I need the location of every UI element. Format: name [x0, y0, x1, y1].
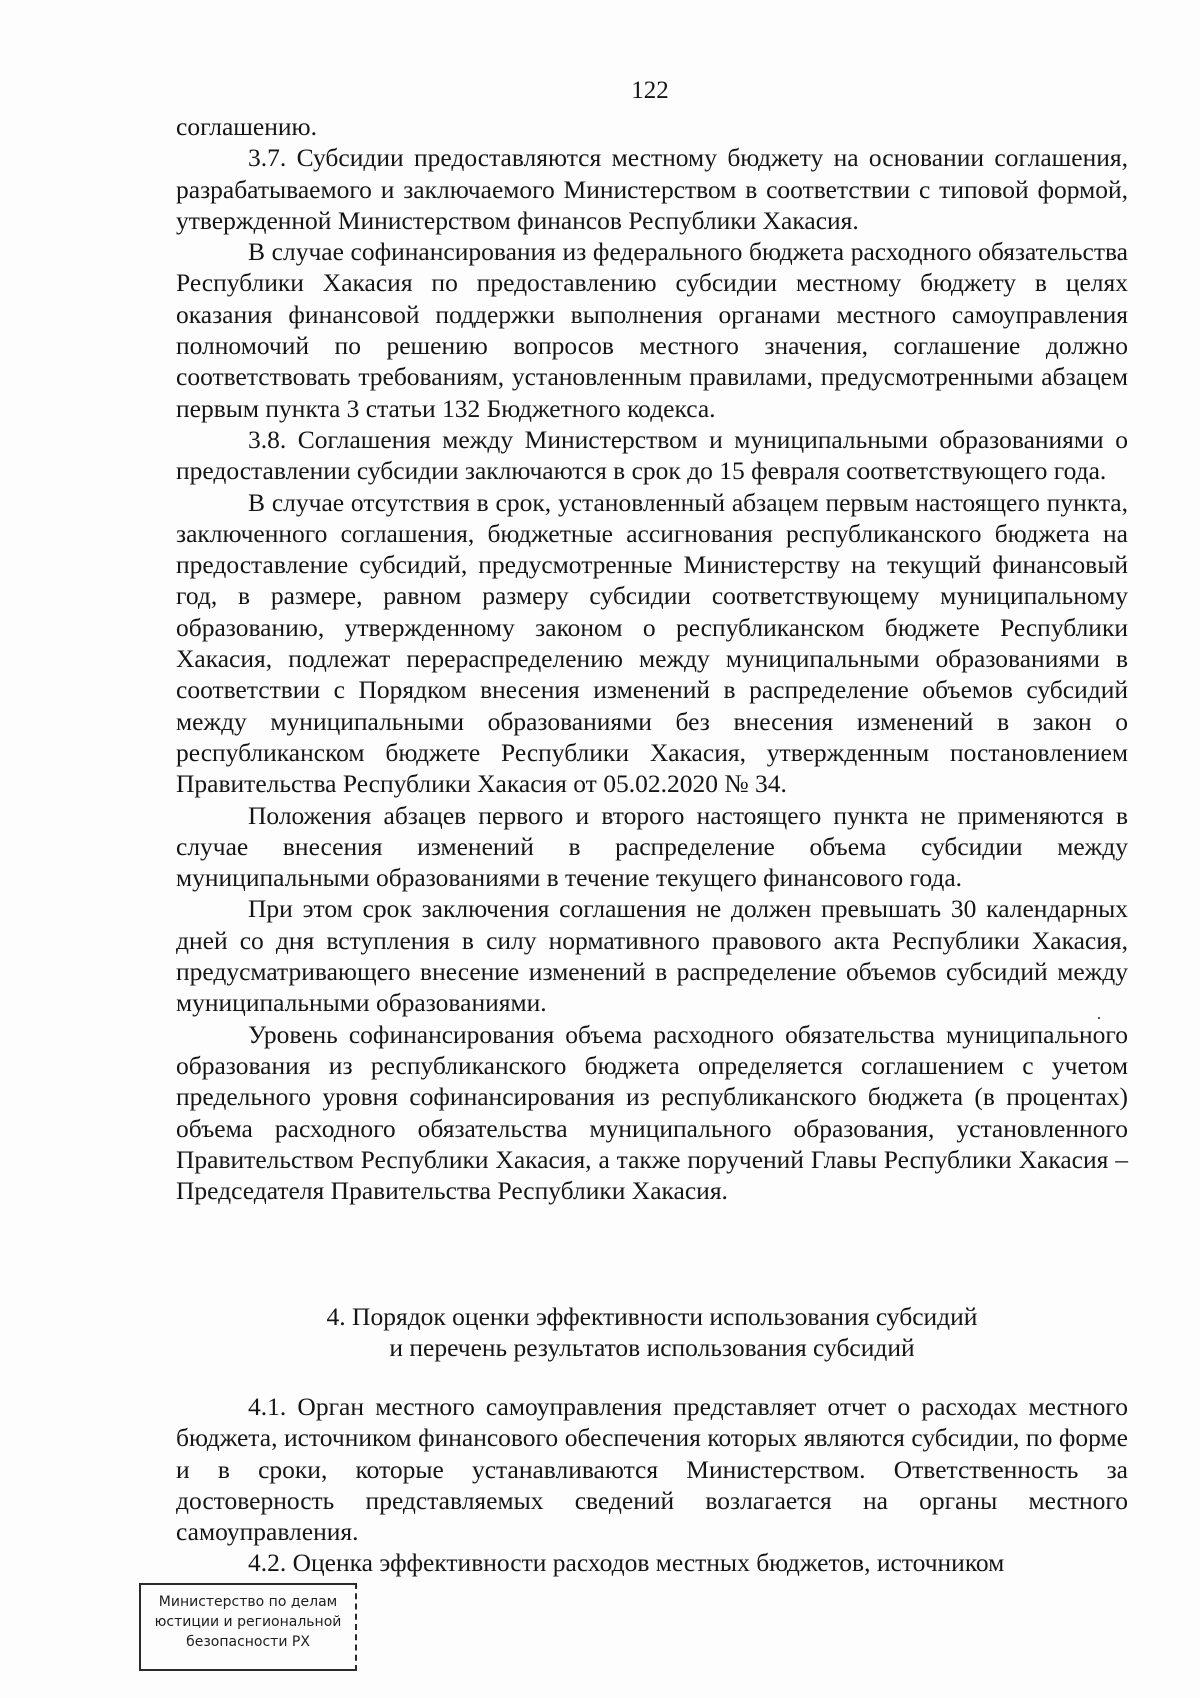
ministry-stamp [139, 1583, 357, 1671]
section-heading-line-1: 4. Порядок оценки эффективности использования субсидий [326, 1302, 978, 1331]
section-heading [176, 1301, 1128, 1363]
section-heading-line-2: и перечень результатов использования субсидий [389, 1333, 915, 1362]
stamp-line-1: Министерство по делам [158, 1594, 338, 1610]
paragraph-provisions-not-applied: Положения абзацев первого и второго настоящего пункта не применяются в случае внесения изменений в распределение объема субсидии между муниципальными образованиями в течение текущего финансового года. [176, 800, 1128, 893]
paragraph-4-1: 4.1. Орган местного самоуправления представляет отчет о расходах местного бюджета, источником финансового обеспечения которых являются субсидии, по форме и в сроки, которые устанавливаются Министерством. Ответственность за достоверность представляемых сведений возлагается на органы местного самоуправления. [176, 1392, 1128, 1547]
page-number: 122 [631, 77, 669, 104]
stamp-line-3: безопасности РХ [186, 1634, 310, 1650]
paragraph-term-agreement: При этом срок заключения соглашения не должен превышать 30 календарных дней со дня вступления в силу нормативного правового акта Республики Хакасия, предусматривающего внесение изменений в распределение объемов субсидий между муниципальными образованиями. [176, 894, 1128, 1018]
section-4-text [176, 1391, 1128, 1579]
paragraph-4-2: 4.2. Оценка эффективности расходов местных бюджетов, источником [248, 1548, 1005, 1578]
scan-speck [1098, 1017, 1100, 1019]
paragraph-3-8: 3.8. Соглашения между Министерством и муниципальными образованиями о предоставлении субсидии заключаются в срок до 15 февраля соответствующего года. [176, 424, 1128, 486]
paragraph-continuation: соглашению. [176, 112, 317, 141]
paragraph-cofinancing-level: Уровень софинансирования объема расходного обязательства муниципального образования из республиканского бюджета определяется соглашением с учетом предельного уровня софинансирования из республиканского бюджета (в процентах) объема расходного обязательства муниципального образования, установленного Правительством Республики Хакасия, а также поручений Главы Республики Хакасия – Председателя Правительства Республики Хакасия. [176, 1019, 1128, 1206]
body-text [176, 111, 1128, 1206]
paragraph-absence-agreement: В случае отсутствия в срок, установленный абзацем первым настоящего пункта, заключенного соглашения, бюджетные ассигнования республиканского бюджета на предоставление субсидий, предусмотренные Министерству на текущий финансовый год, в размере, равном размеру субсидии соответствующему муниципальному образованию, утвержденному законом о республиканском бюджете Республики Хакасия, подлежат перераспределению между муниципальными образованиями в соответствии с Порядком внесения изменений в распределение объемов субсидий между муниципальными образованиями без внесения изменений в закон о республиканском бюджете Республики Хакасия, утвержденным постановлением Правительства Республики Хакасия от 05.02.2020 № 34. [176, 487, 1128, 799]
stamp-line-2: юстиции и региональной [154, 1614, 342, 1630]
paragraph-3-7: 3.7. Субсидии предоставляются местному бюджету на основании соглашения, разрабатываемого и заключаемого Министерством в соответствии с типовой формой, утвержденной Министерством финансов Республики Хакасия. [176, 143, 1128, 235]
paragraph-cofinancing-federal: В случае софинансирования из федерального бюджета расходного обязательства Республики Хакасия по предоставлению субсидии местному бюджету в целях оказания финансовой поддержки выполнения органами местного самоуправления полномочий по решению вопросов местного значения, соглашение должно соответствовать требованиям, установленным правилами, предусмотренными абзацем первым пункта 3 статьи 132 Бюджетного кодекса. [176, 237, 1128, 423]
